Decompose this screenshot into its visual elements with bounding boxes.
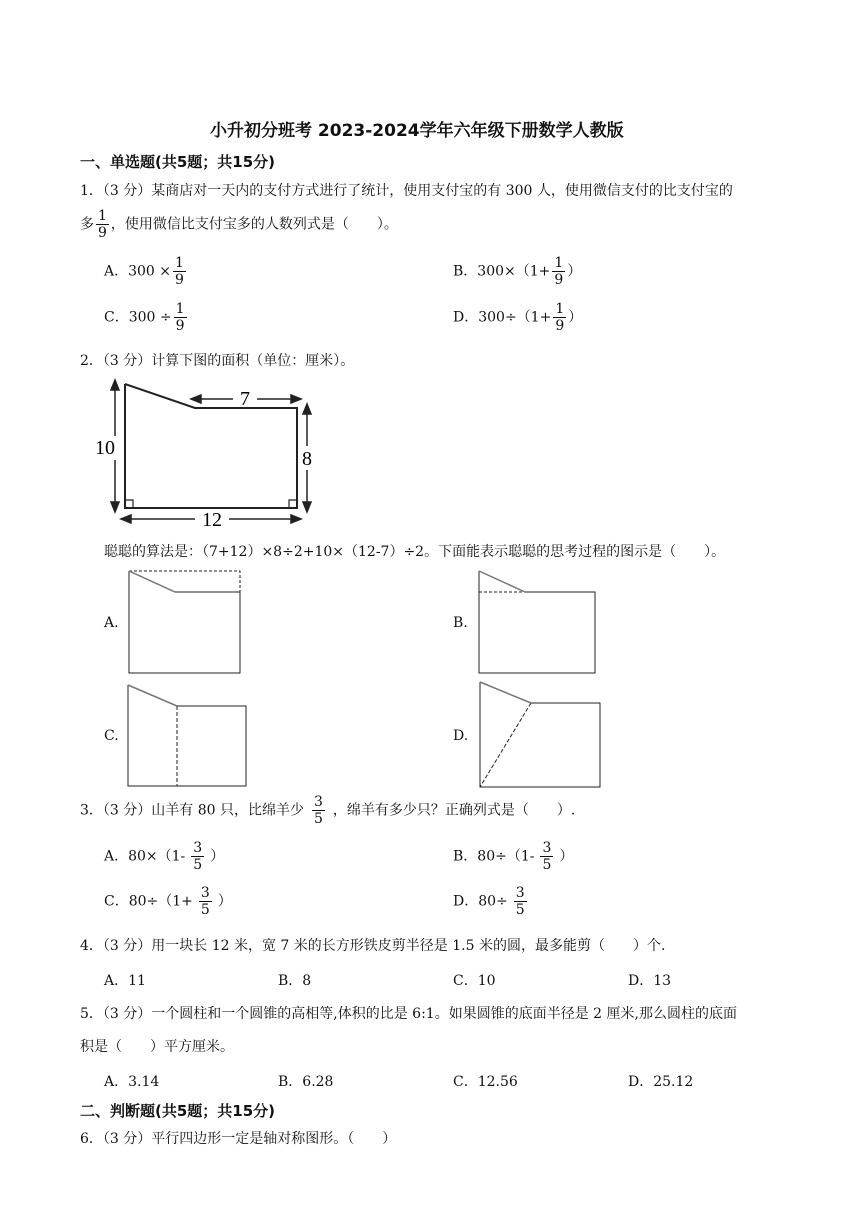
q1-option-a[interactable]: A．300 × $\frac{1}{9}$	[104, 255, 184, 289]
right-angle-mark	[289, 500, 297, 508]
q4-option-a[interactable]: A．11	[104, 973, 146, 989]
q1-option-c[interactable]: C．300 ÷ $\frac{1}{9}$	[104, 301, 185, 335]
q4-option-c[interactable]: C．10	[453, 973, 496, 989]
q4-stem: 4．（3 分）用一块长 12 米，宽 7 米的长方形铁皮剪半径是 1.5 米的圆，最多能剪（ ）个.	[80, 938, 666, 954]
q2-option-c-figure[interactable]	[127, 684, 249, 788]
q2-option-b-figure[interactable]	[478, 570, 598, 675]
page-title: 小升初分班考 2023-2024学年六年级下册数学人教版	[210, 121, 624, 141]
q2-stem: 2．（3 分）计算下图的面积（单位：厘米）。	[80, 353, 355, 369]
q1-stem-line2: 多 $\frac{1}{9}$ ，使用微信比支付宝多的人数列式是（ ）。	[80, 208, 398, 242]
figure-outline	[125, 384, 297, 508]
section-heading-single-choice: 一、单选题(共5题；共15分)	[80, 153, 276, 171]
q3-option-c[interactable]: C．80÷（1+ $\frac{3}{5}$ ）	[104, 885, 232, 919]
q5-option-d[interactable]: D．25.12	[628, 1074, 694, 1090]
q2-option-a-figure[interactable]	[128, 570, 243, 675]
q3-option-b[interactable]: B．80÷（1- $\frac{3}{5}$ ）	[453, 840, 574, 874]
q2-main-figure	[95, 376, 325, 531]
q4-option-b[interactable]: B．8	[278, 973, 312, 989]
right-angle-mark	[125, 500, 133, 508]
q4-option-d[interactable]: D．13	[628, 973, 672, 989]
fraction: $\frac{1}{9}$	[98, 208, 107, 242]
q1-option-d[interactable]: D．300÷（1+ $\frac{1}{9}$ ）	[453, 301, 583, 335]
q3-option-a[interactable]: A．80×（1- $\frac{3}{5}$ ）	[104, 840, 225, 874]
q2-option-d-figure[interactable]	[479, 681, 603, 789]
dim-bottom: 12	[202, 509, 222, 531]
q5-stem-line2: 积是（ ）平方厘米。	[80, 1039, 234, 1055]
dim-right: 8	[302, 448, 312, 470]
q5-option-b[interactable]: B．6.28	[278, 1074, 334, 1090]
dim-top: 7	[240, 388, 250, 410]
section-heading-true-false: 二、判断题(共5题；共15分)	[80, 1102, 276, 1120]
q2-option-d-label[interactable]: D.	[453, 728, 469, 744]
q6-stem: 6．（3 分）平行四边形一定是轴对称图形。（ ）	[80, 1131, 397, 1147]
q2-method: 聪聪的算法是：（7+12）×8÷2+10×（12-7）÷2。下面能表示聪聪的思考过程的图示是（ ）。	[104, 544, 726, 560]
q1-stem-line1: 1．（3 分）某商店对一天内的支付方式进行了统计，使用支付宝的有 300 人，使用微信支付的比支付宝的	[80, 183, 733, 199]
q3-option-d[interactable]: D．80÷ $\frac{3}{5}$	[453, 885, 525, 919]
q3-stem: 3．（3 分）山羊有 80 只，比绵羊少 $\frac{3}{5}$ ，绵羊有多少只？正确列式是（ ）.	[80, 794, 576, 828]
dim-left: 10	[95, 437, 115, 459]
q2-option-a-label[interactable]: A.	[104, 615, 119, 631]
q1-option-b[interactable]: B．300×（1+ $\frac{1}{9}$ ）	[453, 255, 582, 289]
q2-option-b-label[interactable]: B.	[453, 615, 468, 631]
q5-option-c[interactable]: C．12.56	[453, 1074, 518, 1090]
q2-option-c-label[interactable]: C.	[104, 728, 119, 744]
q5-stem-line1: 5．（3 分）一个圆柱和一个圆锥的高相等,体积的比是 6:1。如果圆锥的底面半径是 2 厘米,那么圆柱的底面	[80, 1006, 737, 1022]
q5-option-a[interactable]: A．3.14	[104, 1074, 160, 1090]
